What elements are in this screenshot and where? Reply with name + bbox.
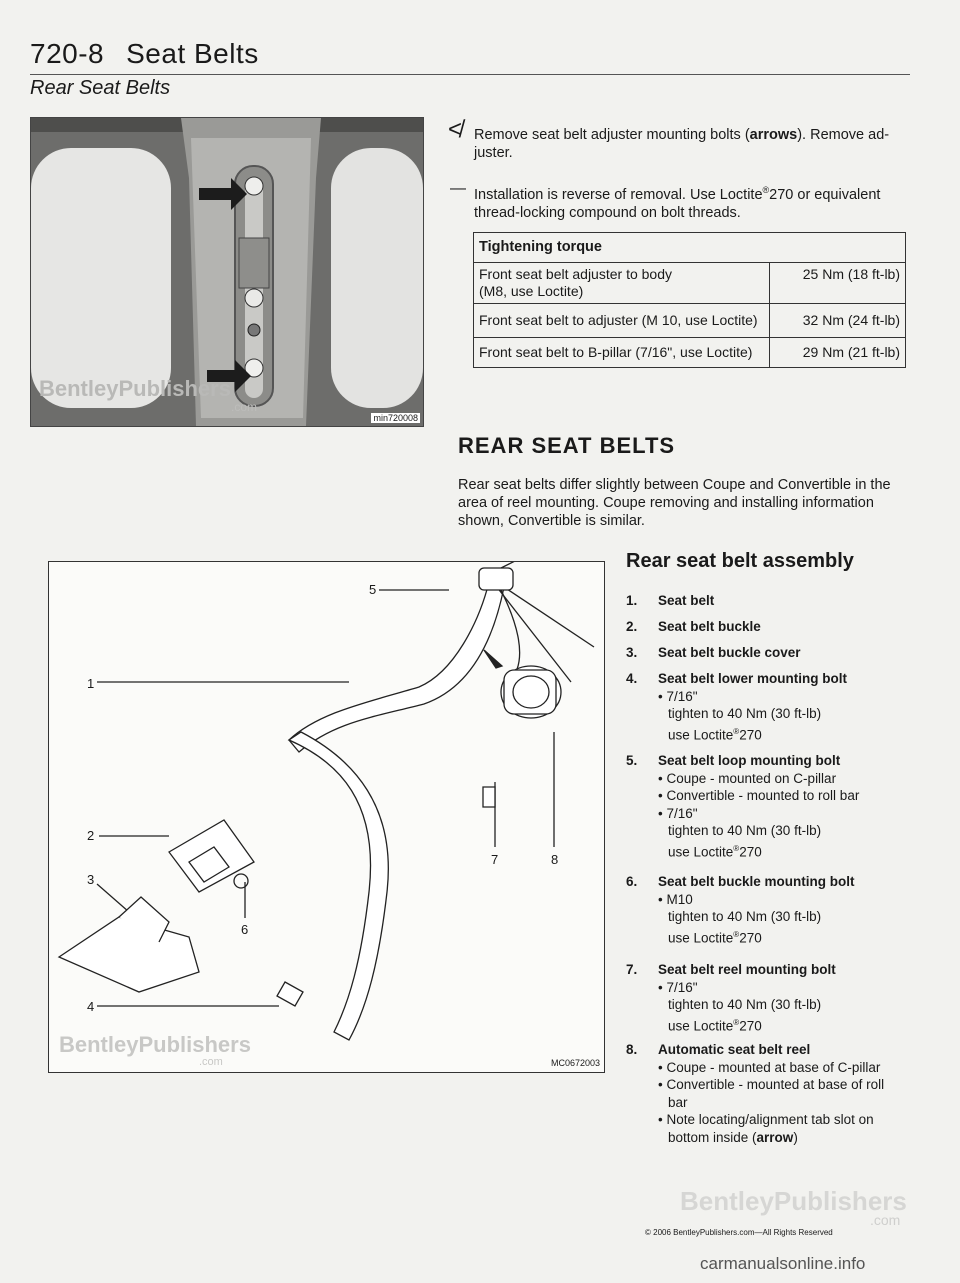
- callout-6: 6: [241, 922, 249, 937]
- legend-num: 1.: [626, 593, 638, 608]
- torque-item-1-detail: (M8, use Loctite): [479, 283, 584, 299]
- intro-line-2: area of reel mounting. Coupe removing and installing information: [458, 495, 874, 511]
- copyright: © 2006 BentleyPublishers.com—All Rights Reserved: [645, 1228, 833, 1237]
- torque-table: [473, 232, 906, 368]
- registered-mark: ®: [733, 843, 740, 853]
- legend-detail: [668, 1129, 926, 1147]
- table-row: [474, 263, 906, 304]
- table-title: Tightening torque: [474, 233, 906, 263]
- step-remove-text: Remove seat belt adjuster mounting bolts (: [474, 127, 750, 143]
- callout-7: 7: [491, 852, 499, 867]
- page-header: [30, 38, 259, 70]
- intro-line-3: shown, Convertible is similar.: [458, 513, 645, 529]
- callout-3: 3: [87, 872, 95, 887]
- legend-detail: • Coupe - mounted at base of C-pillar: [658, 1059, 881, 1075]
- step-arrow-icon: ≮: [448, 116, 463, 143]
- legend-detail: • Coupe - mounted on C-pillar: [658, 770, 837, 786]
- legend-detail: • 7/16": [658, 979, 698, 995]
- loctite-text: use Loctite: [668, 1018, 734, 1033]
- legend-title: Rear seat belt assembly: [626, 550, 854, 572]
- callout-8: 8: [551, 852, 559, 867]
- adjuster-photo: [30, 117, 424, 427]
- footer-watermark: BentleyPublishers: [680, 1186, 907, 1216]
- legend-detail: tighten to 40 Nm (30 ft-lb): [668, 909, 822, 924]
- legend-num: 7.: [626, 962, 638, 977]
- step-remove-line2: juster.: [474, 145, 513, 161]
- photo-watermark: BentleyPublishers: [39, 376, 231, 401]
- step-install-text-end: 270 or equivalent: [769, 186, 881, 203]
- legend-detail: • 7/16": [658, 805, 698, 821]
- legend-detail: • M10: [658, 891, 693, 907]
- table-row: [474, 304, 906, 338]
- table-row: [474, 338, 906, 368]
- legend-num: 8.: [626, 1042, 638, 1057]
- torque-item-1: Front seat belt adjuster to body: [479, 266, 672, 282]
- legend-num: 5.: [626, 753, 638, 768]
- table-cell-value: 32 Nm (24 ft-lb): [770, 304, 906, 338]
- registered-mark: ®: [733, 1017, 740, 1027]
- legend-detail: [668, 1014, 926, 1035]
- illustration-code: MC0672003: [550, 1058, 600, 1068]
- table-cell-item: Front seat belt to B-pillar (7/16", use Loctite): [474, 338, 770, 368]
- legend-detail: • Convertible - mounted to roll bar: [658, 788, 860, 803]
- registered-mark: ®: [733, 929, 740, 939]
- legend-item-3: [626, 644, 926, 662]
- photo-code: min720008: [373, 413, 418, 423]
- legend-num: 6.: [626, 874, 638, 889]
- legend-item-8: [626, 1041, 926, 1146]
- section-heading: REAR SEAT BELTS: [458, 433, 676, 458]
- legend-item-7: [626, 961, 926, 1035]
- table-cell-item: Front seat belt to adjuster (M 10, use Loctite): [474, 304, 770, 338]
- table-cell-item: [474, 263, 770, 304]
- legend-num: 4.: [626, 671, 638, 686]
- header-rule: [30, 74, 910, 75]
- step-remove-adjuster: [474, 126, 914, 162]
- legend-detail: bar: [668, 1094, 688, 1110]
- step-install-text: Installation is reverse of removal. Use Loctite: [474, 186, 763, 203]
- loctite-text: use Loctite: [668, 930, 734, 945]
- legend-item-2: [626, 618, 926, 636]
- step-install-line2: thread-locking compound on bolt threads.: [474, 204, 741, 221]
- loctite-text: use Loctite: [668, 844, 734, 859]
- illustration-watermark: BentleyPublishers: [59, 1032, 251, 1057]
- legend-label: Seat belt loop mounting bolt: [658, 753, 841, 768]
- legend-detail: [668, 723, 926, 744]
- table-header-row: [474, 233, 906, 263]
- legend-item-1: [626, 592, 926, 610]
- registered-mark: ®: [733, 726, 740, 736]
- section-intro: [458, 476, 918, 530]
- registered-mark: ®: [762, 185, 770, 195]
- step-remove-text-end: ). Remove ad-: [797, 127, 890, 143]
- step-installation: [474, 181, 914, 222]
- legend-detail: tighten to 40 Nm (30 ft-lb): [668, 706, 822, 721]
- note-text-end: ): [793, 1129, 798, 1145]
- loctite-number: 270: [739, 727, 762, 742]
- legend-detail: • 7/16": [658, 688, 698, 704]
- illustration-watermark-sub: .com: [199, 1056, 223, 1068]
- site-watermark: carmanualsonline.info: [700, 1254, 866, 1273]
- legend-label: Seat belt reel mounting bolt: [658, 962, 836, 977]
- intro-line-1: Rear seat belts differ slightly between Coupe and Convertible in the: [458, 477, 891, 493]
- legend-detail: [668, 840, 926, 861]
- loctite-number: 270: [739, 844, 762, 859]
- loctite-text: use Loctite: [668, 727, 734, 742]
- callout-2: 2: [87, 828, 95, 843]
- legend-label: Seat belt lower mounting bolt: [658, 671, 847, 686]
- legend-label: Seat belt: [658, 593, 715, 608]
- page-number: 720-8: [30, 38, 105, 69]
- note-bold: arrow: [756, 1129, 794, 1145]
- step-dash-icon: —: [450, 180, 466, 197]
- legend-label: Automatic seat belt reel: [658, 1042, 811, 1057]
- legend-detail: [668, 926, 926, 947]
- legend-item-6: [626, 873, 926, 947]
- callout-4: 4: [87, 999, 95, 1014]
- loctite-number: 270: [739, 1018, 762, 1033]
- loctite-number: 270: [739, 930, 762, 945]
- seat-belt-illustration: [48, 561, 605, 1073]
- table-cell-value: 25 Nm (18 ft-lb): [770, 263, 906, 304]
- legend-num: 2.: [626, 619, 638, 634]
- seat-belt-drawing: [49, 562, 604, 1072]
- footer-watermark-sub: .com: [870, 1212, 901, 1228]
- legend-num: 3.: [626, 645, 638, 660]
- note-text: bottom inside (: [668, 1129, 757, 1145]
- callout-1: 1: [87, 676, 95, 691]
- legend-detail: tighten to 40 Nm (30 ft-lb): [668, 823, 822, 838]
- callout-5: 5: [369, 582, 377, 597]
- step-remove-bold: arrows: [749, 127, 798, 143]
- table-cell-value: 29 Nm (21 ft-lb): [770, 338, 906, 368]
- photo-watermark-sub: .com: [231, 400, 258, 414]
- legend-item-5: [626, 752, 926, 861]
- legend-label: Seat belt buckle mounting bolt: [658, 874, 855, 889]
- legend-detail: tighten to 40 Nm (30 ft-lb): [668, 997, 822, 1012]
- legend-label: Seat belt buckle cover: [658, 645, 801, 660]
- section-subtitle: Rear Seat Belts: [30, 77, 171, 99]
- legend-item-4: [626, 670, 926, 744]
- chapter-title: Seat Belts: [126, 38, 259, 69]
- legend-label: Seat belt buckle: [658, 619, 761, 634]
- legend-detail: • Convertible - mounted at base of roll: [658, 1077, 885, 1092]
- legend-detail: • Note locating/alignment tab slot on: [658, 1112, 874, 1127]
